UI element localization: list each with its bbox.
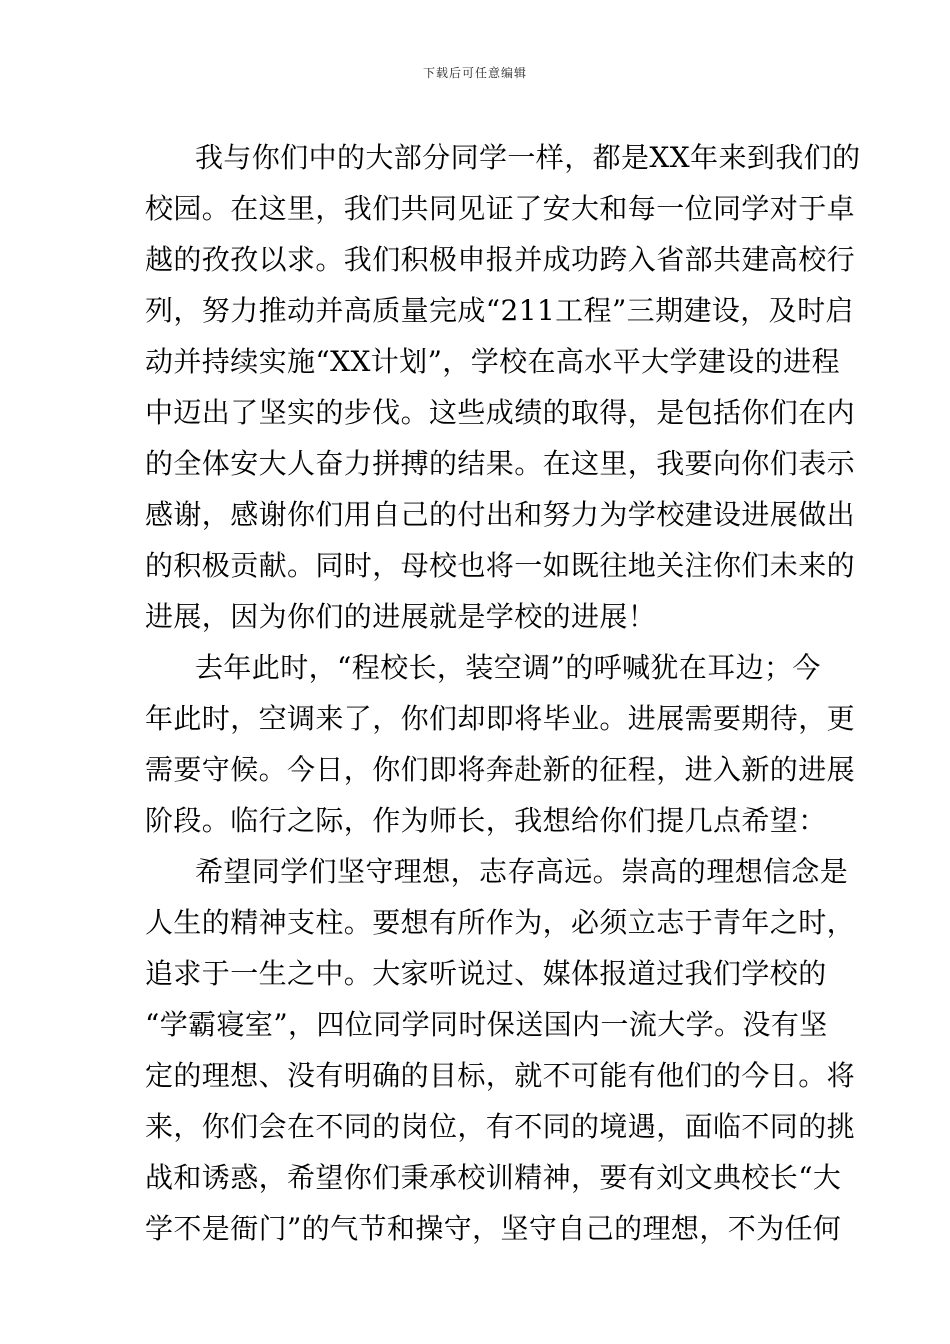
text-line: 校园。在这里，我们共同见证了安大和每一位同学对于卓: [145, 192, 856, 225]
text-line: 越的孜孜以求。我们积极申报并成功跨入省部共建高校行: [145, 243, 856, 276]
text-line: 列，努力推动并高质量完成“211工程”三期建设，及时启: [145, 294, 854, 327]
text-line: 的全体安大人奋力拼搏的结果。在这里，我要向你们表示: [145, 447, 856, 480]
text-line: 动并持续实施“XX计划”，学校在高水平大学建设的进程: [145, 345, 840, 378]
page-header: 下载后可任意编辑: [422, 66, 527, 80]
text-line: 人生的精神支柱。要想有所作为，必须立志于青年之时，: [145, 906, 856, 939]
text-line: 阶段。临行之际，作为师长，我想给你们提几点希望：: [145, 804, 827, 837]
text-line: “学霸寝室”，四位同学同时保送国内一流大学。没有坚: [145, 1008, 828, 1041]
text-line: 年此时，空调来了，你们却即将毕业。进展需要期待，更: [145, 702, 856, 735]
text-line: 我与你们中的大部分同学一样，都是XX年来到我们的: [195, 141, 861, 174]
text-line: 来，你们会在不同的岗位，有不同的境遇，面临不同的挑: [145, 1110, 856, 1143]
text-line: 战和诱惑，希望你们秉承校训精神，要有刘文典校长“大: [145, 1161, 842, 1194]
paragraph: [145, 132, 861, 642]
text-line: 追求于一生之中。大家听说过、媒体报道过我们学校的: [145, 957, 827, 990]
text-line: 感谢，感谢你们用自己的付出和努力为学校建设进展做出: [145, 498, 856, 531]
text-line: 希望同学们坚守理想，志存高远。崇高的理想信念是: [195, 855, 849, 888]
paragraph: [145, 846, 856, 1254]
text-line: 定的理想、没有明确的目标，就不可能有他们的今日。将: [145, 1059, 856, 1092]
document-body: [145, 132, 861, 1254]
text-line: 的积极贡献。同时，母校也将一如既往地关注你们未来的: [145, 549, 856, 582]
paragraph: [145, 642, 856, 846]
text-line: 学不是衙门”的气节和操守，坚守自己的理想，不为任何: [145, 1212, 842, 1245]
text-line: 去年此时，“程校长，装空调”的呼喊犹在耳边；今: [195, 651, 821, 684]
text-line: 中迈出了坚实的步伐。这些成绩的取得，是包括你们在内: [145, 396, 856, 429]
text-line: 需要守候。今日，你们即将奔赴新的征程，进入新的进展: [145, 753, 856, 786]
text-line: 进展，因为你们的进展就是学校的进展！: [145, 600, 657, 633]
